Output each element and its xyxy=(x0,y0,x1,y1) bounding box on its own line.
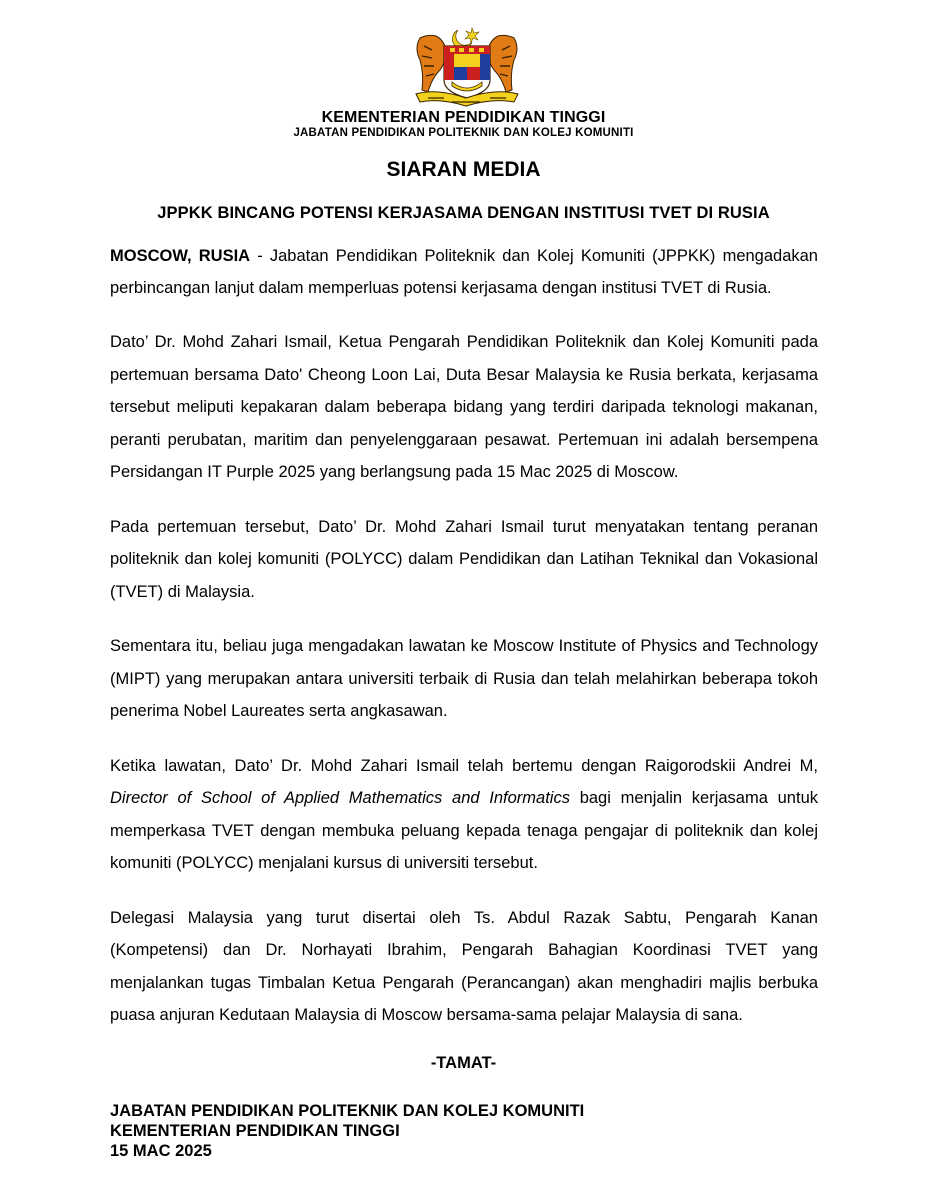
paragraph-5-text-a: Ketika lawatan, Dato’ Dr. Mohd Zahari Ismail telah bertemu dengan Raigorodskii Andrei M, xyxy=(110,756,818,775)
document-type-title: SIARAN MEDIA xyxy=(386,158,541,181)
dateline: MOSCOW, RUSIA xyxy=(110,247,251,265)
paragraph-1-text: - Jabatan Pendidikan Politeknik dan Kolej Komuniti (JPPKK) mengadakan perbincangan lanjut dalam memperluas potensi kerjasama dengan institusi TVET di Rusia. xyxy=(110,247,818,297)
issuer-ministry: KEMENTERIAN PENDIDIKAN TINGGI xyxy=(110,1122,400,1140)
paragraph-5 xyxy=(110,750,818,880)
press-headline: JPPKK BINCANG POTENSI KERJASAMA DENGAN INSTITUSI TVET DI RUSIA xyxy=(157,204,770,222)
paragraph-5-text-b: bagi menjalin kerjasama untuk memperkasa TVET dengan membuka peluang kepada tenaga pengajar di politeknik dan kolej komuniti (POLYCC) menjalani kursus di universiti tersebut. xyxy=(110,789,818,872)
issuer-department: JABATAN PENDIDIKAN POLITEKNIK DAN KOLEJ KOMUNITI xyxy=(110,1102,585,1120)
paragraph-6: Delegasi Malaysia yang turut disertai oleh Ts. Abdul Razak Sabtu, Pengarah Kanan (Kompetensi) dan Dr. Norhayati Ibrahim, Pengarah Bahagian Koordinasi TVET yang menjalankan tugas Timbalan Ketua Pengarah (Perancangan) akan menghadiri majlis berbuka puasa anjuran Kedutaan Malaysia di Moscow bersama-sama pelajar Malaysia di sana. xyxy=(110,908,818,1024)
paragraph-1 xyxy=(110,240,818,304)
issuer-block xyxy=(110,1101,584,1161)
paragraph-3: Pada pertemuan tersebut, Dato’ Dr. Mohd Zahari Ismail turut menyatakan tentang peranan politeknik dan kolej komuniti (POLYCC) dalam Pendidikan dan Latihan Teknikal dan Vokasional (TVET) di Malaysia. xyxy=(110,517,818,601)
malaysia-coat-of-arms-icon xyxy=(408,26,526,108)
paragraph-4: Sementara itu, beliau juga mengadakan lawatan ke Moscow Institute of Physics and Technology (MIPT) yang merupakan antara universiti terbaik di Rusia dan telah melahirkan beberapa tokoh penerima Nobel Laureates serta angkasawan. xyxy=(110,637,818,720)
paragraph-5-italic-title: Director of School of Applied Mathematics and Informatics xyxy=(110,789,570,807)
issue-date: 15 MAC 2025 xyxy=(110,1142,212,1160)
paragraph-2: Dato’ Dr. Mohd Zahari Ismail, Ketua Pengarah Pendidikan Politeknik dan Kolej Komuniti pada pertemuan bersama Dato' Cheong Loon Lai, Duta Besar Malaysia ke Rusia berkata, kerjasama tersebut meliputi kepakaran dalam beberapa bidang yang terdiri daripada teknologi makanan, peranti perubatan, maritim dan penyelenggaraan pesawat. Pertemuan ini adalah bersempena Persidangan IT Purple 2025 yang berlangsung pada 15 Mac 2025 di Moscow. xyxy=(110,333,818,481)
end-marker: -TAMAT- xyxy=(430,1054,497,1072)
ministry-name: KEMENTERIAN PENDIDIKAN TINGGI xyxy=(321,109,606,126)
department-name: JABATAN PENDIDIKAN POLITEKNIK DAN KOLEJ KOMUNITI xyxy=(293,127,634,139)
article-body xyxy=(110,240,818,1054)
